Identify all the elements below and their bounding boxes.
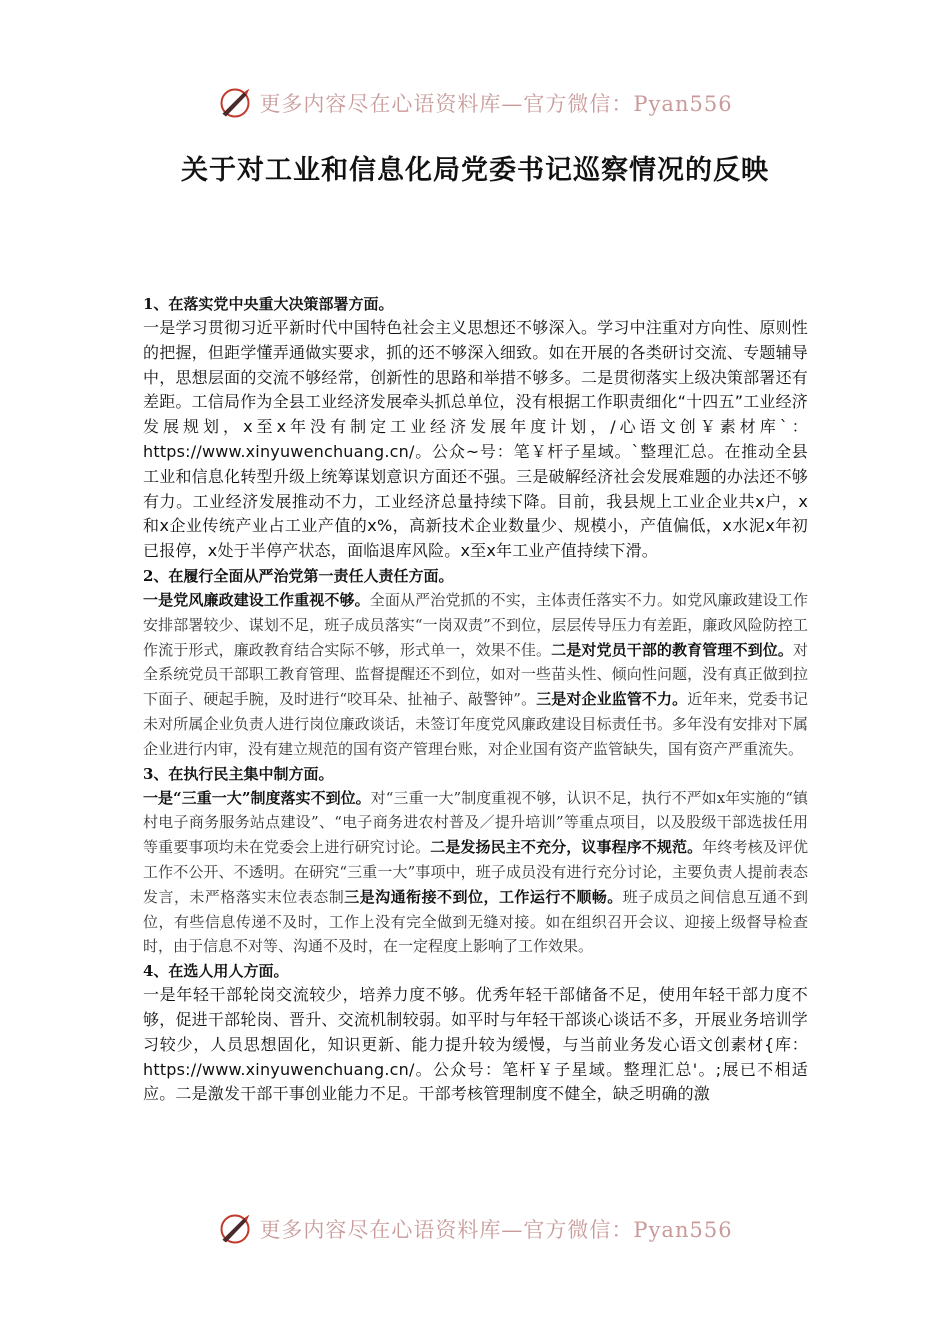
section-paragraph: [143, 588, 808, 762]
paragraph-text: 年终考核及评优工作不公开、不透明。在研究“三重一大”事项中，班子成员没有进行充分讨论，主要负责人提前表态发言，未严格落实末位表态制: [143, 838, 808, 906]
bold-lead: 三是对企业监管不力。: [536, 690, 688, 709]
quill-pen-logo-icon: [217, 1211, 253, 1247]
bold-lead: 一是“三重一大”制度落实不到位。: [143, 788, 371, 807]
watermark-banner-top: [0, 83, 950, 123]
section-paragraph: 一是年轻干部轮岗交流较少，培养力度不够。优秀年轻干部储备不足，使用年轻干部力度不够，促进干部轮岗、晋升、交流机制较弱。如平时与年轻干部谈心谈话不多，开展业务培训学习较少，人员思想固化，知识更新、能力提升较为缓慢，与当前业务发心语文创素材{库：https://www.xinyuwenchuang.cn/。公众号：笔杆￥子星域。整理汇总'。;展已不相适应。二是激发干部干事创业能力不足。干部考核管理制度不健全，缺乏明确的激: [143, 985, 808, 1104]
section-paragraph: [143, 786, 808, 960]
bold-lead: 二是对党员干部的教育管理不到位。: [551, 640, 793, 659]
bold-lead: 三是沟通衔接不到位，工作运行不顺畅。: [344, 887, 623, 906]
paragraph-text: 对全系统党员干部职工教育管理、监督提醒还不到位，如对一些苗头性、倾向性问题，没有真正做到拉下面子、硬起手腕，及时进行“咬耳朵、扯袖子、敲警钟”。: [143, 640, 808, 709]
section-heading: 1、在落实党中央重大决策部署方面。: [143, 295, 394, 313]
document-body: [143, 292, 808, 1107]
watermark-banner-bottom: [0, 1209, 950, 1249]
paragraph-text: 对“三重一大”制度重视不够，认识不足，执行不严如x年实施的“镇村电子商务服务站点建设”、“电子商务进农村普及／提升培训”等重点项目，以及股级干部选拔任用等重要事项均未在党委会上进行研究讨论。: [143, 788, 808, 857]
paragraph-text: 近年来，党委书记未对所属企业负责人进行岗位廉政谈话，未签订年度党风廉政建设目标责任书。多年没有安排对下属企业进行内审，没有建立规范的国有资产管理台账，对企业国有资产监管缺失，国有资产严重流失。: [143, 690, 808, 758]
bold-lead: 一是党风廉政建设工作重视不够。: [143, 590, 370, 609]
section-heading: 3、在执行民主集中制方面。: [143, 764, 334, 783]
section-heading: 2、在履行全面从严治党第一责任人责任方面。: [143, 566, 454, 585]
quill-pen-logo-icon: [217, 85, 253, 121]
section-heading: 4、在选人用人方面。: [143, 962, 289, 981]
paragraph-text: 全面从严治党抓的不实，主体责任落实不力。如党风廉政建设工作安排部署较少、谋划不足，班子成员落实“一岗双责”不到位，层层传导压力有差距，廉政风险防控工作流于形式，廉政教育结合实际不够，形式单一，效果不佳。: [143, 590, 808, 659]
section-paragraph: 一是学习贯彻习近平新时代中国特色社会主义思想还不够深入。学习中注重对方向性、原则性的把握，但距学懂弄通做实要求，抓的还不够深入细致。如在开展的各类研讨交流、专题辅导中，思想层面的交流不够经常，创新性的思路和举措不够多。二是贯彻落实上级决策部署还有差距。工信局作为全县工业经济发展牵头抓总单位，没有根据工作职责细化“十四五”工业经济发展规划，x至x年没有制定工业经济发展年度计划，/心语文创￥素材库`：https://www.xinyuwenchuang.cn/。公众~号：笔￥杆子星域。`整理汇总。在推动全县工业和信息化转型升级上统筹谋划意识方面还不强。三是破解经济社会发展难题的办法还不够有力。工业经济发展推动不力，工业经济总量持续下降。目前，我县规上工业企业共x户，x和x企业传统产业占工业产值的x%，高新技术企业数量少、规模小，产值偏低，x水泥x年初已报停，x处于半停产状态，面临退库风险。x至x年工业产值持续下滑。: [143, 318, 808, 561]
watermark-text: 更多内容尽在心语资料库—官方微信：Pyan556: [259, 92, 733, 116]
bold-lead: 二是发扬民主不充分，议事程序不规范。: [430, 838, 703, 857]
page-title: 关于对工业和信息化局党委书记巡察情况的反映: [181, 155, 769, 186]
watermark-text: 更多内容尽在心语资料库—官方微信：Pyan556: [259, 1218, 733, 1242]
paragraph-text: 班子成员之间信息互通不到位，有些信息传递不及时，工作上没有完全做到无缝对接。如在组织召开会议、迎接上级督导检查时，由于信息不对等、沟通不及时，在一定程度上影响了工作效果。: [143, 887, 808, 956]
